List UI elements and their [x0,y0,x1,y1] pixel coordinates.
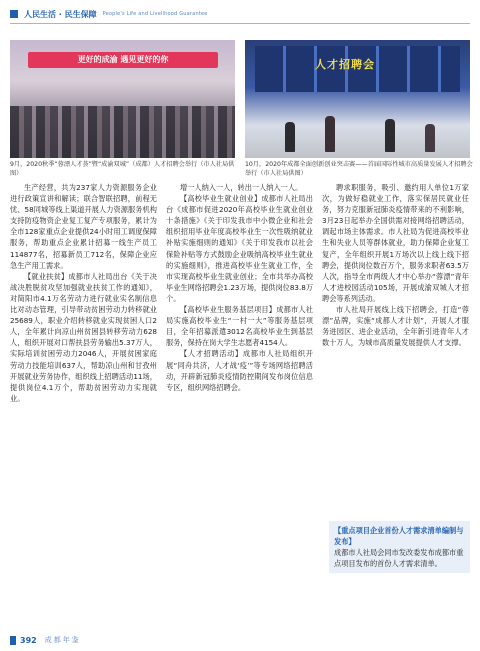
paragraph: 【人才招聘活动】成都市人社局组织开展“同舟共济，人才战‘疫’”等专场网络招聘活动，开辟新冠肺炎疫情防控期间发布岗位信息专区，组织网络招聘会。 [166,349,313,392]
photo-caption-right: 10月，2020年成都全面创新创业突击赛——首届国际性城市高质量发展人才招聘会举行（市人社局供图） [245,161,473,177]
paragraph: 市人社局开展线上线下招聘会，打造“蓉漂”品牌，实施“成都人才计划”，开展人才服务进园区、进企业活动，全年新引进青年人才数十万人，为城市高质量发展提供人才支撑。 [322,305,469,348]
photo-job-fair-left [10,40,235,158]
paragraph: 生产经营，共为237家人力资源服务企业进行政策宣讲和解读；联合智联招聘，前程无忧、58同城等线上渠道开展人力资源服务机构支持防疫物资企业复工复产专项服务，累计为全市128家重点企业提供24小时用工调度保障服务，帮助重点企业累计招募一线生产员工114877名，招募新员工712名，保障企业应急生产用工需求。 [10,183,157,270]
column-2 [166,182,313,622]
header-mark-icon [10,10,18,18]
photo-caption-left: 9月，2020秋季“蓉漂人才荟”暨“成渝双城”（成都）人才招聘会举行（市人社局供图） [10,161,235,177]
magazine-name: 成都年鉴 [44,636,81,644]
photo-screen-text: 人才招聘会 [315,58,375,71]
photo-screen-wall [255,46,460,92]
paragraph: 聘求职服务，吸引、邀约用人单位1万家次，为做好稳就业工作，落实保居民就业任务，努力克服新冠肺炎疫情带来的不利影响，3月23日起举办全国供需对接网络招聘活动，调起市场主体需求。市人社局为促进高校毕业生和失业人员等群体就业，助力保障企业复工复产，全年组织开展1万场次以上线上线下招聘会，提供岗位数百万个，服务求职者63.5万人次，指导全市两级人才中心举办“蓉漂”青年人才进校园活动105场，开展成渝双城人才招聘会等系列活动。 [322,183,469,303]
footer-mark-icon [10,636,16,645]
callout-text: 成都市人社局会同市发改委发布成都市重点项目发布的首份人才需求清单。 [334,548,464,569]
header-title: 人民生活 · 民生保障 [24,9,97,19]
photo-people [245,112,470,152]
header-subtitle-en: People's Life and Livelihood Guarantee [102,11,208,17]
paragraph: 【就业扶贫】成都市人社局出台《关于决战决胜脱贫攻坚加强就业扶贫工作的通知》，对简阳市4.1万名劳动力进行就业实名制信息比对动态管理，引导带动贫困劳动力转移就业25689人，职业介绍转移就业实现贫困人口2人，全年累计向凉山州贫困县转移劳动力628人，组织开展对口帮扶县劳务输出5.37万人，实际培训贫困劳动力2046人，开展贫困家庭劳动力技能培训637人，帮助凉山州和甘孜州开展就业劳务协作，组织线上招聘活动11场，提供岗位4.1万个，帮助贫困劳动力实现就业。 [10,271,157,403]
page-number: 392 [20,635,37,645]
page-footer [10,634,470,646]
photo-job-fair-right [245,40,470,158]
paragraph: 【高校毕业生就业创业】成都市人社局出台《成都市促进2020年高校毕业生就业创业十条措施》《关于印发我市中小微企业和社会组织招用毕业年度高校毕业生一次性吸纳就业补贴实施细则的通知》《关于印发我市以社会保险补贴等方式鼓励企业吸纳高校毕业生就业的实施细则》，推进高校毕业生就业工作，全市实现高校毕业生就业创业；全市共举办高校毕业生网络招聘会1.23万场，提供岗位83.8万个。 [166,194,313,303]
callout-box [329,521,470,573]
callout-title: 【重点项目企业首份人才需求清单编制与发布】 [334,526,464,547]
photo-banner: 更好的成渝 遇见更好的你 [28,52,218,68]
paragraph: 增一人纳入一人，转出一人纳入一人。 [180,183,303,192]
paragraph: 【高校毕业生服务基层项目】成都市人社局实施高校毕业生“一村一大”等服务基层项目，全年招募派遣3012名高校毕业生到基层服务，保持在岗大学生志愿者4154人。 [166,305,313,348]
header-divider [10,23,470,24]
page-header [10,6,470,22]
column-1 [10,182,157,622]
photo-crowd [10,106,235,158]
